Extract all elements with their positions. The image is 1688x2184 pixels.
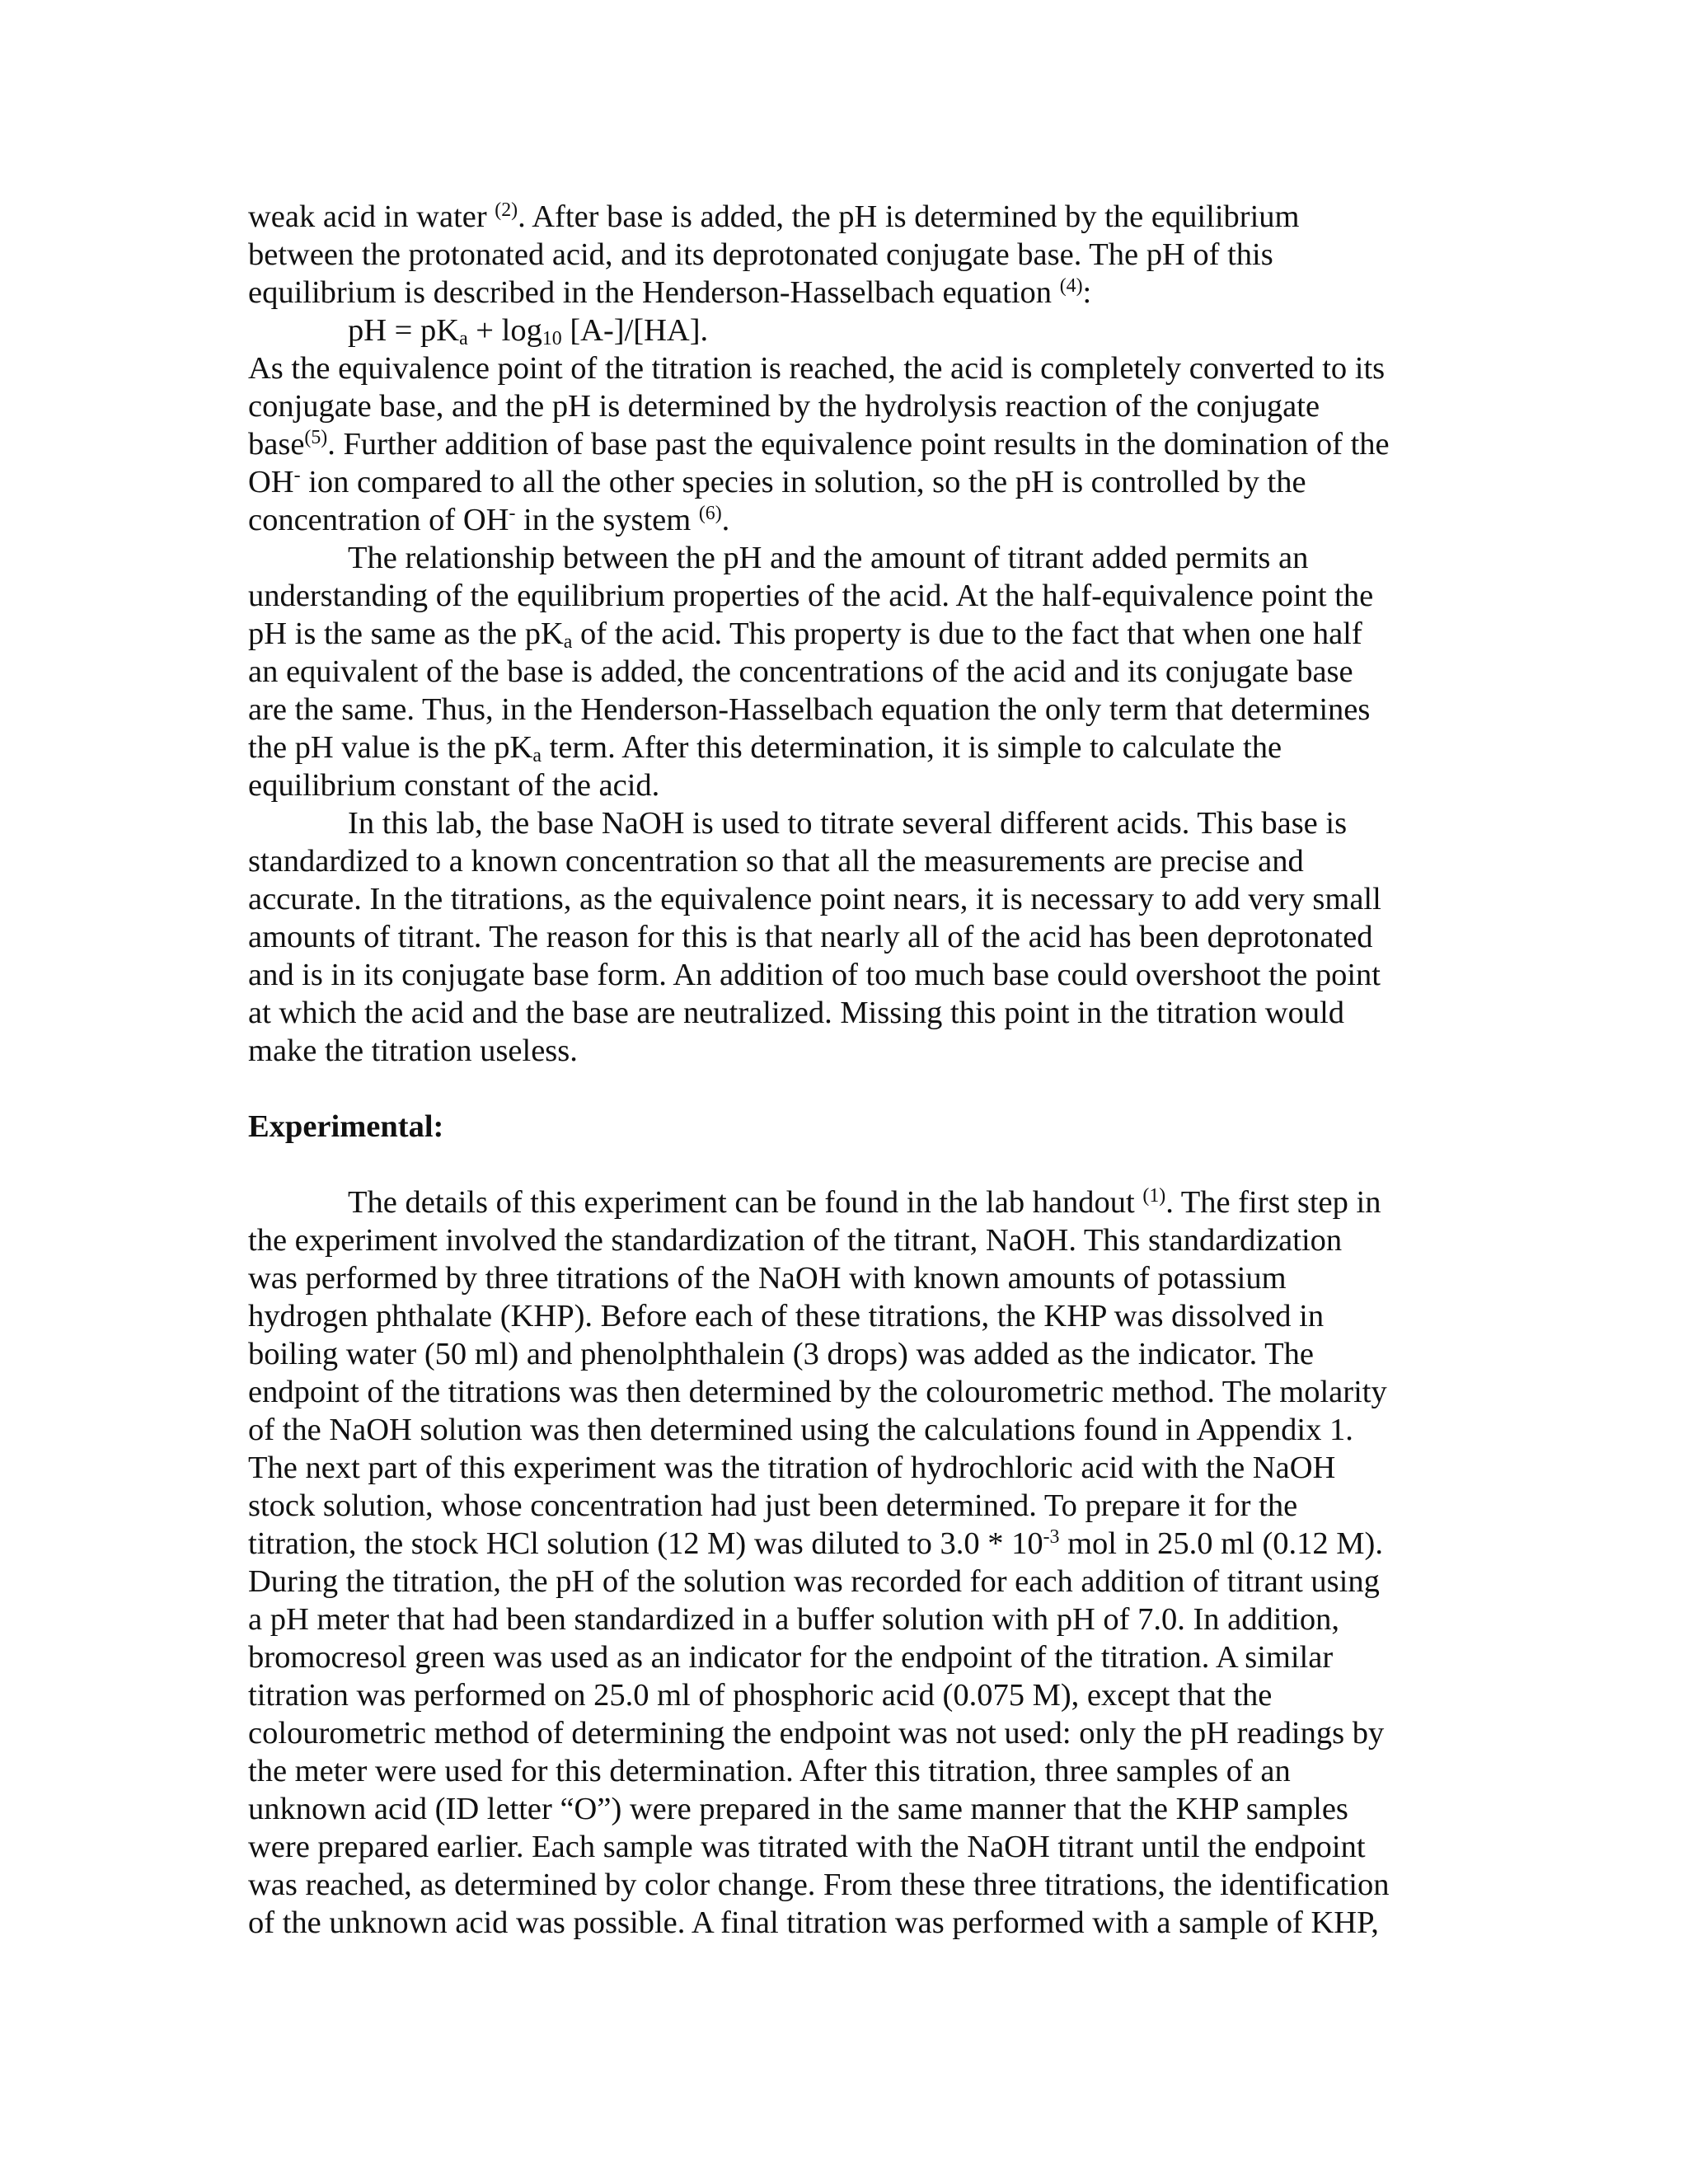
text-line [248, 1449, 1451, 1487]
text-run: were prepared earlier. Each sample was titrated with the NaOH titrant until the endpoint [248, 1830, 1366, 1864]
text-run: endpoint of the titrations was then determined by the colourometric method. The molarity [248, 1375, 1387, 1409]
text-run: weak acid in water [248, 199, 495, 234]
superscript: - [293, 464, 301, 486]
text-line [248, 1183, 1451, 1221]
text-run: mol in 25.0 ml (0.12 M). [1059, 1526, 1383, 1561]
text-line [248, 425, 1451, 463]
subscript: 10 [542, 327, 562, 349]
text-line [248, 1904, 1451, 1942]
section-heading-experimental: Experimental: [248, 1109, 444, 1144]
superscript: (2) [495, 199, 518, 221]
subscript: a [563, 630, 573, 653]
text-line [248, 1373, 1451, 1411]
text-line [248, 804, 1451, 842]
text-run: During the titration, the pH of the solution was recorded for each addition of titrant using [248, 1564, 1380, 1599]
text-line [248, 1335, 1451, 1373]
text-run: concentration of OH [248, 503, 509, 537]
text-line [248, 1297, 1451, 1335]
theory-body [248, 198, 1451, 1070]
text-run: are the same. Thus, in the Henderson-Hasselbach equation the only term that determines [248, 692, 1371, 727]
text-run: unknown acid (ID letter “O”) were prepared in the same manner that the KHP samples [248, 1792, 1348, 1826]
text-line [248, 1411, 1451, 1449]
text-line [248, 539, 1451, 577]
text-line [248, 1601, 1451, 1638]
text-run: amounts of titrant. The reason for this is that nearly all of the acid has been deprotonated [248, 920, 1373, 954]
superscript: (4) [1059, 274, 1083, 297]
text-line [248, 577, 1451, 615]
text-line [248, 387, 1451, 425]
text-run: In this lab, the base NaOH is used to titrate several different acids. This base is [348, 806, 1348, 841]
text-line [248, 312, 1451, 349]
text-line [248, 463, 1451, 501]
text-run: . [721, 503, 730, 537]
superscript: (6) [698, 502, 722, 524]
text-line [248, 1828, 1451, 1866]
text-run: in the system [515, 503, 699, 537]
text-line [248, 1752, 1451, 1790]
text-line [248, 236, 1451, 274]
text-run: an equivalent of the base is added, the concentrations of the acid and its conjugate base [248, 654, 1353, 689]
text-run: of the NaOH solution was then determined using the calculations found in Appendix 1. [248, 1413, 1353, 1447]
text-line [248, 1790, 1451, 1828]
text-line [248, 1032, 1451, 1070]
text-line [248, 274, 1451, 312]
text-run: make the titration useless. [248, 1033, 578, 1068]
text-run: ion compared to all the other species in solution, so the pH is controlled by the [300, 465, 1306, 499]
text-line [248, 766, 1451, 804]
text-run: : [1082, 275, 1092, 310]
spacer [248, 1146, 1451, 1183]
superscript: (1) [1142, 1184, 1166, 1207]
text-run: term. After this determination, it is simple to calculate the [541, 730, 1282, 765]
text-line [248, 653, 1451, 691]
text-run: between the protonated acid, and its deprotonated conjugate base. The pH of this [248, 237, 1273, 272]
text-run: base [248, 427, 305, 462]
text-run: . The first step in [1165, 1185, 1381, 1220]
text-run: The details of this experiment can be found in the lab handout [348, 1185, 1143, 1220]
text-line [248, 994, 1451, 1032]
text-run: titration was performed on 25.0 ml of phosphoric acid (0.075 M), except that the [248, 1678, 1273, 1713]
text-run: stock solution, whose concentration had just been determined. To prepare it for the [248, 1488, 1298, 1523]
text-line [248, 1866, 1451, 1904]
text-run: understanding of the equilibrium properties of the acid. At the half-equivalence point the [248, 579, 1374, 613]
text-run: was performed by three titrations of the NaOH with known amounts of potassium [248, 1261, 1287, 1296]
text-run: [A-]/[HA]. [561, 313, 709, 348]
text-line [248, 691, 1451, 729]
text-run: pH = pK [348, 313, 460, 348]
text-run: was reached, as determined by color change. From these three titrations, the identification [248, 1868, 1390, 1902]
text-run: equilibrium constant of the acid. [248, 768, 660, 803]
text-run: bromocresol green was used as an indicator for the endpoint of the titration. A similar [248, 1640, 1334, 1675]
text-run: + log [467, 313, 542, 348]
text-run: and is in its conjugate base form. An addition of too much base could overshoot the point [248, 958, 1381, 992]
subscript: a [459, 327, 468, 349]
text-run: boiling water (50 ml) and phenolphthalein (3 drops) was added as the indicator. The [248, 1337, 1314, 1371]
text-line [248, 1221, 1451, 1259]
text-line [248, 198, 1451, 236]
text-line [248, 1525, 1451, 1563]
text-run: equilibrium is described in the Henderson-Hasselbach equation [248, 275, 1060, 310]
text-run: a pH meter that had been standardized in a buffer solution with pH of 7.0. In addition, [248, 1602, 1339, 1637]
superscript: - [509, 502, 516, 524]
spacer [248, 1070, 1451, 1108]
text-line [248, 1487, 1451, 1525]
text-run: conjugate base, and the pH is determined by the hydrolysis reaction of the conjugate [248, 389, 1320, 424]
document-page [248, 198, 1451, 1942]
text-line [248, 880, 1451, 918]
superscript: (5) [304, 426, 328, 448]
text-run: OH [248, 465, 294, 499]
text-line [248, 729, 1451, 766]
text-run: The next part of this experiment was the titration of hydrochloric acid with the NaOH [248, 1451, 1336, 1485]
text-run: . After base is added, the pH is determined by the equilibrium [518, 199, 1300, 234]
text-line [248, 1714, 1451, 1752]
text-line [248, 501, 1451, 539]
text-line [248, 1638, 1451, 1676]
text-run: hydrogen phthalate (KHP). Before each of these titrations, the KHP was dissolved in [248, 1299, 1325, 1333]
text-run: at which the acid and the base are neutralized. Missing this point in the titration would [248, 996, 1345, 1030]
superscript: -3 [1043, 1526, 1060, 1548]
experimental-body [248, 1183, 1451, 1942]
text-run: The relationship between the pH and the amount of titrant added permits an [348, 541, 1309, 575]
text-line [248, 1563, 1451, 1601]
text-run: standardized to a known concentration so that all the measurements are precise and [248, 844, 1304, 879]
text-line [248, 615, 1451, 653]
text-line [248, 1676, 1451, 1714]
text-run: . Further addition of base past the equivalence point results in the domination of the [327, 427, 1390, 462]
text-run: accurate. In the titrations, as the equivalence point nears, it is necessary to add very small [248, 882, 1381, 916]
text-run: pH is the same as the pK [248, 616, 564, 651]
text-run: of the unknown acid was possible. A final titration was performed with a sample of KHP, [248, 1905, 1379, 1940]
text-run: of the acid. This property is due to the fact that when one half [572, 616, 1362, 651]
text-line [248, 918, 1451, 956]
text-run: the experiment involved the standardization of the titrant, NaOH. This standardization [248, 1223, 1343, 1258]
text-run: the pH value is the pK [248, 730, 533, 765]
text-line [248, 956, 1451, 994]
text-run: titration, the stock HCl solution (12 M) was diluted to 3.0 * 10 [248, 1526, 1043, 1561]
text-run: colourometric method of determining the endpoint was not used: only the pH readings by [248, 1716, 1385, 1750]
subscript: a [532, 744, 542, 766]
text-line [248, 842, 1451, 880]
text-run: As the equivalence point of the titration is reached, the acid is completely converted to its [248, 351, 1386, 386]
text-line [248, 1259, 1451, 1297]
text-run: the meter were used for this determination. After this titration, three samples of an [248, 1754, 1291, 1788]
text-line [248, 349, 1451, 387]
